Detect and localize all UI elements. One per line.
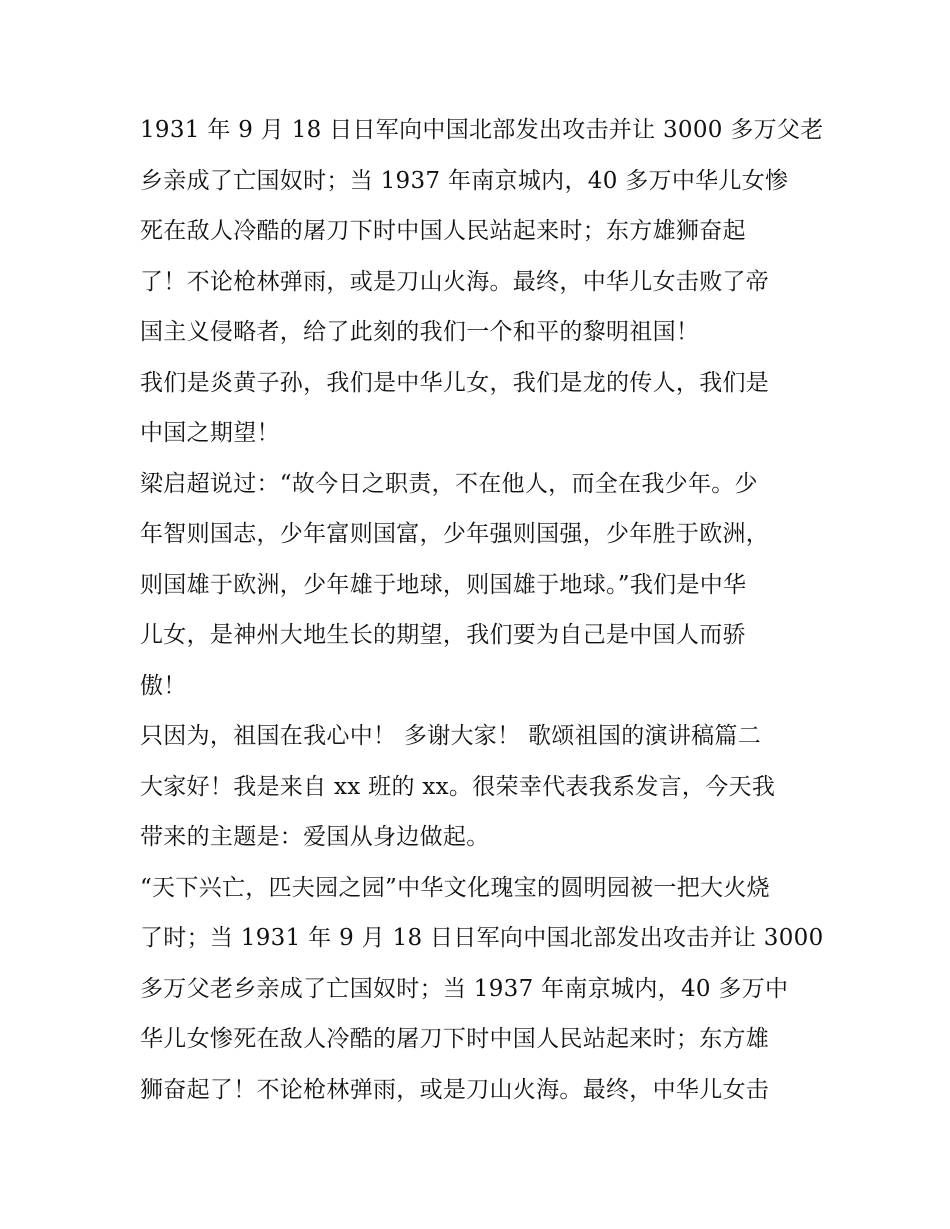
text-line: 儿女，是神州大地生长的期望，我们要为自己是中国人而骄 xyxy=(140,622,746,648)
text-line: 多万父老乡亲成了亡国奴时；当 1937 年南京城内，40 多万中 xyxy=(140,976,789,1002)
text-line: “天下兴亡，匹夫园之园”中华文化瑰宝的圆明园被一把大火烧 xyxy=(140,875,770,901)
text-line: 乡亲成了亡国奴时；当 1937 年南京城内，40 多万中华儿女惨 xyxy=(140,168,789,194)
text-line: 带来的主题是：爱国从身边做起。 xyxy=(140,824,490,850)
text-line: 梁启超说过：“故今日之职责，不在他人，而全在我少年。少 xyxy=(140,471,758,497)
text-line: 傲！ xyxy=(140,673,187,699)
text-line: 死在敌人冷酷的屠刀下时中国人民站起来时；东方雄狮奋起 xyxy=(140,218,746,244)
text-line: 了时；当 1931 年 9 月 18 日日军向中国北部发出攻击并让 3000 xyxy=(140,925,824,951)
text-line: 只因为，祖国在我心中！ 多谢大家！ 歌颂祖国的演讲稿篇二 xyxy=(140,723,762,749)
text-line: 大家好！我是来自 xx 班的 xx。很荣幸代表我系发言，今天我 xyxy=(140,774,776,800)
text-line: 华儿女惨死在敌人冷酷的屠刀下时中国人民站起来时；东方雄 xyxy=(140,1026,770,1052)
text-line: 国主义侵略者，给了此刻的我们一个和平的黎明祖国！ xyxy=(140,319,700,345)
text-line: 狮奋起了！不论枪林弹雨，或是刀山火海。最终，中华儿女击 xyxy=(140,1077,770,1103)
text-line: 我们是炎黄子孙，我们是中华儿女，我们是龙的传人，我们是 xyxy=(140,370,770,396)
text-line: 则国雄于欧洲，少年雄于地球，则国雄于地球。”我们是中华 xyxy=(140,572,747,598)
text-line: 中国之期望！ xyxy=(140,420,280,446)
text-line: 1931 年 9 月 18 日日军向中国北部发出攻击并让 3000 多万父老 xyxy=(140,117,824,143)
text-line: 年智则国志，少年富则国富，少年强则国强，少年胜于欧洲， xyxy=(140,521,770,547)
text-line: 了！不论枪林弹雨，或是刀山火海。最终，中华儿女击败了帝 xyxy=(140,269,770,295)
